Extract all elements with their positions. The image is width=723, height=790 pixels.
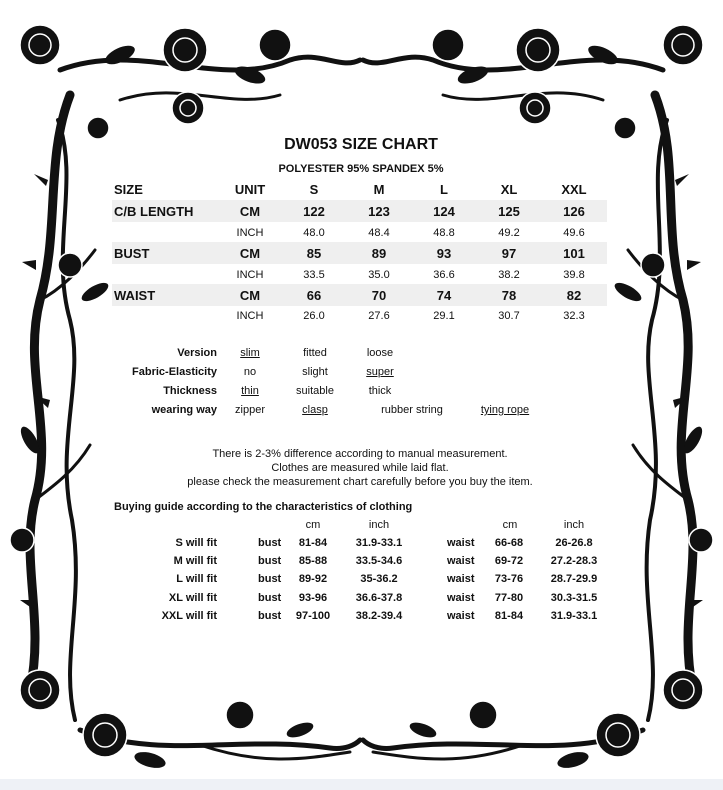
- guide-inch: 26-26.8: [555, 537, 593, 549]
- cell-value: 93: [436, 246, 452, 261]
- guide-part: bust: [258, 573, 282, 585]
- attribute-option: slight: [302, 366, 328, 378]
- guide-inch: 30.3-31.5: [550, 592, 598, 604]
- cell-value: 38.2: [498, 269, 520, 281]
- guide-fit: L will fit: [176, 573, 217, 585]
- row-unit: CM: [239, 288, 261, 303]
- cell-value: 32.3: [563, 310, 585, 322]
- guide-cm: 81-84: [298, 537, 328, 549]
- guide-cm: 81-84: [494, 610, 524, 622]
- guide-cm: 89-92: [298, 573, 328, 585]
- guide-fit: S will fit: [175, 537, 217, 549]
- attribute-option: suitable: [296, 385, 334, 397]
- cell-value: 126: [563, 204, 585, 219]
- cell-value: 97: [501, 246, 517, 261]
- note-line: There is 2-3% difference according to manual measurement.: [212, 448, 508, 460]
- cell-value: 36.6: [433, 269, 455, 281]
- guide-inch: 36.6-37.8: [355, 592, 403, 604]
- header-s: S: [309, 182, 319, 197]
- row-unit: INCH: [236, 269, 264, 281]
- guide-part: bust: [258, 592, 282, 604]
- attribute-option: fitted: [303, 347, 327, 359]
- cell-value: 48.0: [303, 227, 325, 239]
- guide-part: bust: [258, 537, 282, 549]
- note-line: please check the measurement chart carefully before you buy the item.: [187, 476, 533, 488]
- cell-value: 101: [563, 246, 585, 261]
- attribute-option: rubber string: [381, 404, 443, 416]
- cell-value: 122: [303, 204, 325, 219]
- guide-cm: 66-68: [494, 537, 524, 549]
- row-unit: INCH: [236, 227, 264, 239]
- page-title: DW053 SIZE CHART: [284, 136, 438, 153]
- guide-cm: 97-100: [295, 610, 331, 622]
- guide-cm: 93-96: [298, 592, 328, 604]
- cell-value: 35.0: [368, 269, 390, 281]
- cell-value: 70: [371, 288, 387, 303]
- attribute-label: Version: [177, 347, 217, 359]
- cell-value: 123: [368, 204, 390, 219]
- guide-inch: 31.9-33.1: [355, 537, 403, 549]
- attribute-option: loose: [366, 347, 394, 359]
- guide-part: waist: [447, 573, 475, 585]
- attribute-option-selected: tying rope: [480, 404, 530, 416]
- cell-value: 78: [501, 288, 517, 303]
- row-unit: CM: [239, 246, 261, 261]
- guide-inch: 35-36.2: [360, 573, 398, 585]
- cell-value: 27.6: [368, 310, 390, 322]
- row-unit: INCH: [236, 310, 264, 322]
- guide-title: Buying guide according to the characteristics of clothing: [114, 501, 413, 513]
- note-line: Clothes are measured while laid flat.: [271, 462, 449, 474]
- guide-header-cm: cm: [502, 519, 518, 531]
- header-unit: UNIT: [234, 182, 266, 197]
- cell-value: 29.1: [433, 310, 455, 322]
- material-composition: POLYESTER 95% SPANDEX 5%: [278, 163, 444, 175]
- attribute-label: wearing way: [151, 404, 217, 416]
- row-label: WAIST: [114, 288, 156, 303]
- attribute-option: thick: [368, 385, 392, 397]
- guide-part: bust: [258, 555, 282, 567]
- guide-inch: 31.9-33.1: [550, 610, 598, 622]
- header-size: SIZE: [114, 182, 143, 197]
- cell-value: 82: [566, 288, 582, 303]
- cell-value: 49.2: [498, 227, 520, 239]
- guide-cm: 69-72: [494, 555, 524, 567]
- cell-value: 39.8: [563, 269, 585, 281]
- bottom-strip: [0, 779, 723, 790]
- header-xl: XL: [500, 182, 518, 197]
- header-m: M: [373, 182, 385, 197]
- attribute-label: Thickness: [163, 385, 217, 397]
- cell-value: 30.7: [498, 310, 520, 322]
- guide-cm: 73-76: [494, 573, 524, 585]
- cell-value: 74: [436, 288, 452, 303]
- header-l: L: [440, 182, 448, 197]
- guide-fit: XXL will fit: [161, 610, 217, 622]
- row-label: C/B LENGTH: [114, 204, 194, 219]
- cell-value: 85: [306, 246, 322, 261]
- guide-inch: 33.5-34.6: [355, 555, 403, 567]
- cell-value: 48.8: [433, 227, 455, 239]
- attribute-option-selected: clasp: [302, 404, 328, 416]
- attribute-label: Fabric-Elasticity: [132, 366, 217, 378]
- attribute-option-selected: super: [366, 366, 394, 378]
- cell-value: 89: [371, 246, 387, 261]
- guide-fit: M will fit: [173, 555, 217, 567]
- attribute-option-selected: slim: [240, 347, 260, 359]
- row-unit: CM: [239, 204, 261, 219]
- row-label: BUST: [114, 246, 150, 261]
- guide-fit: XL will fit: [168, 592, 217, 604]
- guide-part: waist: [447, 610, 475, 622]
- guide-part: waist: [447, 555, 475, 567]
- cell-value: 33.5: [303, 269, 325, 281]
- guide-header-inch: inch: [368, 519, 390, 531]
- guide-header-inch: inch: [563, 519, 585, 531]
- cell-value: 125: [498, 204, 520, 219]
- attribute-option: zipper: [235, 404, 265, 416]
- guide-part: waist: [447, 592, 475, 604]
- cell-value: 49.6: [563, 227, 585, 239]
- guide-cm: 77-80: [494, 592, 524, 604]
- cell-value: 124: [433, 204, 455, 219]
- guide-part: waist: [447, 537, 475, 549]
- guide-inch: 27.2-28.3: [550, 555, 598, 567]
- guide-part: bust: [258, 610, 282, 622]
- guide-header-cm: cm: [305, 519, 321, 531]
- cell-value: 48.4: [368, 227, 390, 239]
- cell-value: 26.0: [303, 310, 325, 322]
- header-xxl: XXL: [561, 182, 587, 197]
- guide-inch: 28.7-29.9: [550, 573, 598, 585]
- attribute-option: no: [243, 366, 257, 378]
- cell-value: 66: [306, 288, 322, 303]
- attribute-option-selected: thin: [241, 385, 259, 397]
- guide-inch: 38.2-39.4: [355, 610, 403, 622]
- guide-cm: 85-88: [298, 555, 328, 567]
